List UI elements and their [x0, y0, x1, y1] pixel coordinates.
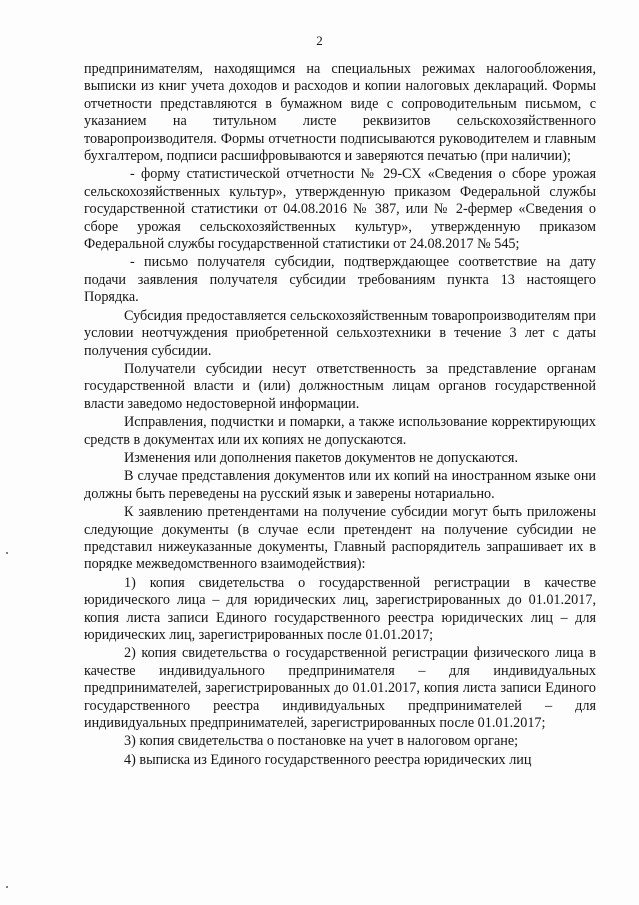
paragraph-foreign-language: В случае представления документов или их копий на иностранном языке они должны быть переведены на русский язык и заверены нотариально. [84, 468, 596, 502]
paragraph-attached-documents: К заявлению претендентами на получение субсидии могут быть приложены следующие документы (в случае если претендент на получение субсидии не представил нижеуказанные документы, Главный распорядитель запрашивает их в порядке межведомственного взаимодействия): [84, 504, 596, 573]
paragraph-responsibility: Получатели субсидии несут ответственность за представление органам государственной власти и (или) должностным лицам органов государственной власти заведомо недостоверной информации. [84, 360, 596, 412]
list-item-legal-entity: 1) копия свидетельства о государственной регистрации в качестве юридического лица – для юридических лиц, зарегистрированных до 01.01.2017, копия листа записи Единого государственного реестра юридических лиц – для юридических лиц, зарегистрированных после 01.01.2017; [84, 574, 596, 643]
paragraph-reporting-forms: предпринимателям, находящимся на специальных режимах налогообложения, выписки из книг учета доходов и расходов и копии налоговых деклараций. Формы отчетности представляются в бумажном виде с сопроводительным письмом, с указанием на титульном листе реквизитов сельскохозяйственного товаропроизводителя. Формы отчетности подписываются руководителем и главным бухгалтером, подписи расшифровываются и заверяются печатью (при наличии); [84, 61, 596, 165]
list-item-entrepreneur: 2) копия свидетельства о государственной регистрации физического лица в качестве индивидуального предпринимателя – для индивидуальных предпринимателей, зарегистрированных до 01.01.2017, копия листа записи Единого государственного реестра индивидуальных предпринимателей – для индивидуальных предпринимателей, зарегистрированных после 01.01.2017; [84, 645, 596, 732]
scan-speck [6, 886, 8, 888]
document-body [84, 61, 596, 769]
paragraph-recipient-letter: - письмо получателя субсидии, подтверждающее соответствие на дату подачи заявления получателя субсидии требованиям пункта 13 настоящего Порядка. [84, 254, 596, 306]
page-number: 2 [316, 33, 323, 48]
paragraph-corrections: Исправления, подчистки и помарки, а также использование корректирующих средств в документах или их копиях не допускаются. [84, 414, 596, 448]
scan-speck [6, 552, 8, 554]
paragraph-statistical-form: - форму статистической отчетности № 29-СХ «Сведения о сборе урожая сельскохозяйственных культур», утвержденную приказом Федеральной службы государственной статистики от 04.08.2016 № 387, или № 2-фермер «Сведения о сборе урожая сельскохозяйственных культур», утвержденную приказом Федеральной службы государственной статистики от 24.08.2017 № 545; [84, 166, 596, 253]
list-item-registry-extract: 4) выписка из Единого государственного реестра юридических лиц [124, 751, 532, 768]
paragraph-subsidy-condition: Субсидия предоставляется сельскохозяйственным товаропроизводителям при условии неотчуждения приобретенной сельхозтехники в течение 3 лет с даты получения субсидии. [84, 307, 596, 359]
list-item-tax-registration: 3) копия свидетельства о постановке на учет в налоговом органе; [124, 733, 519, 750]
paragraph-changes: Изменения или дополнения пакетов документов не допускаются. [124, 449, 518, 466]
